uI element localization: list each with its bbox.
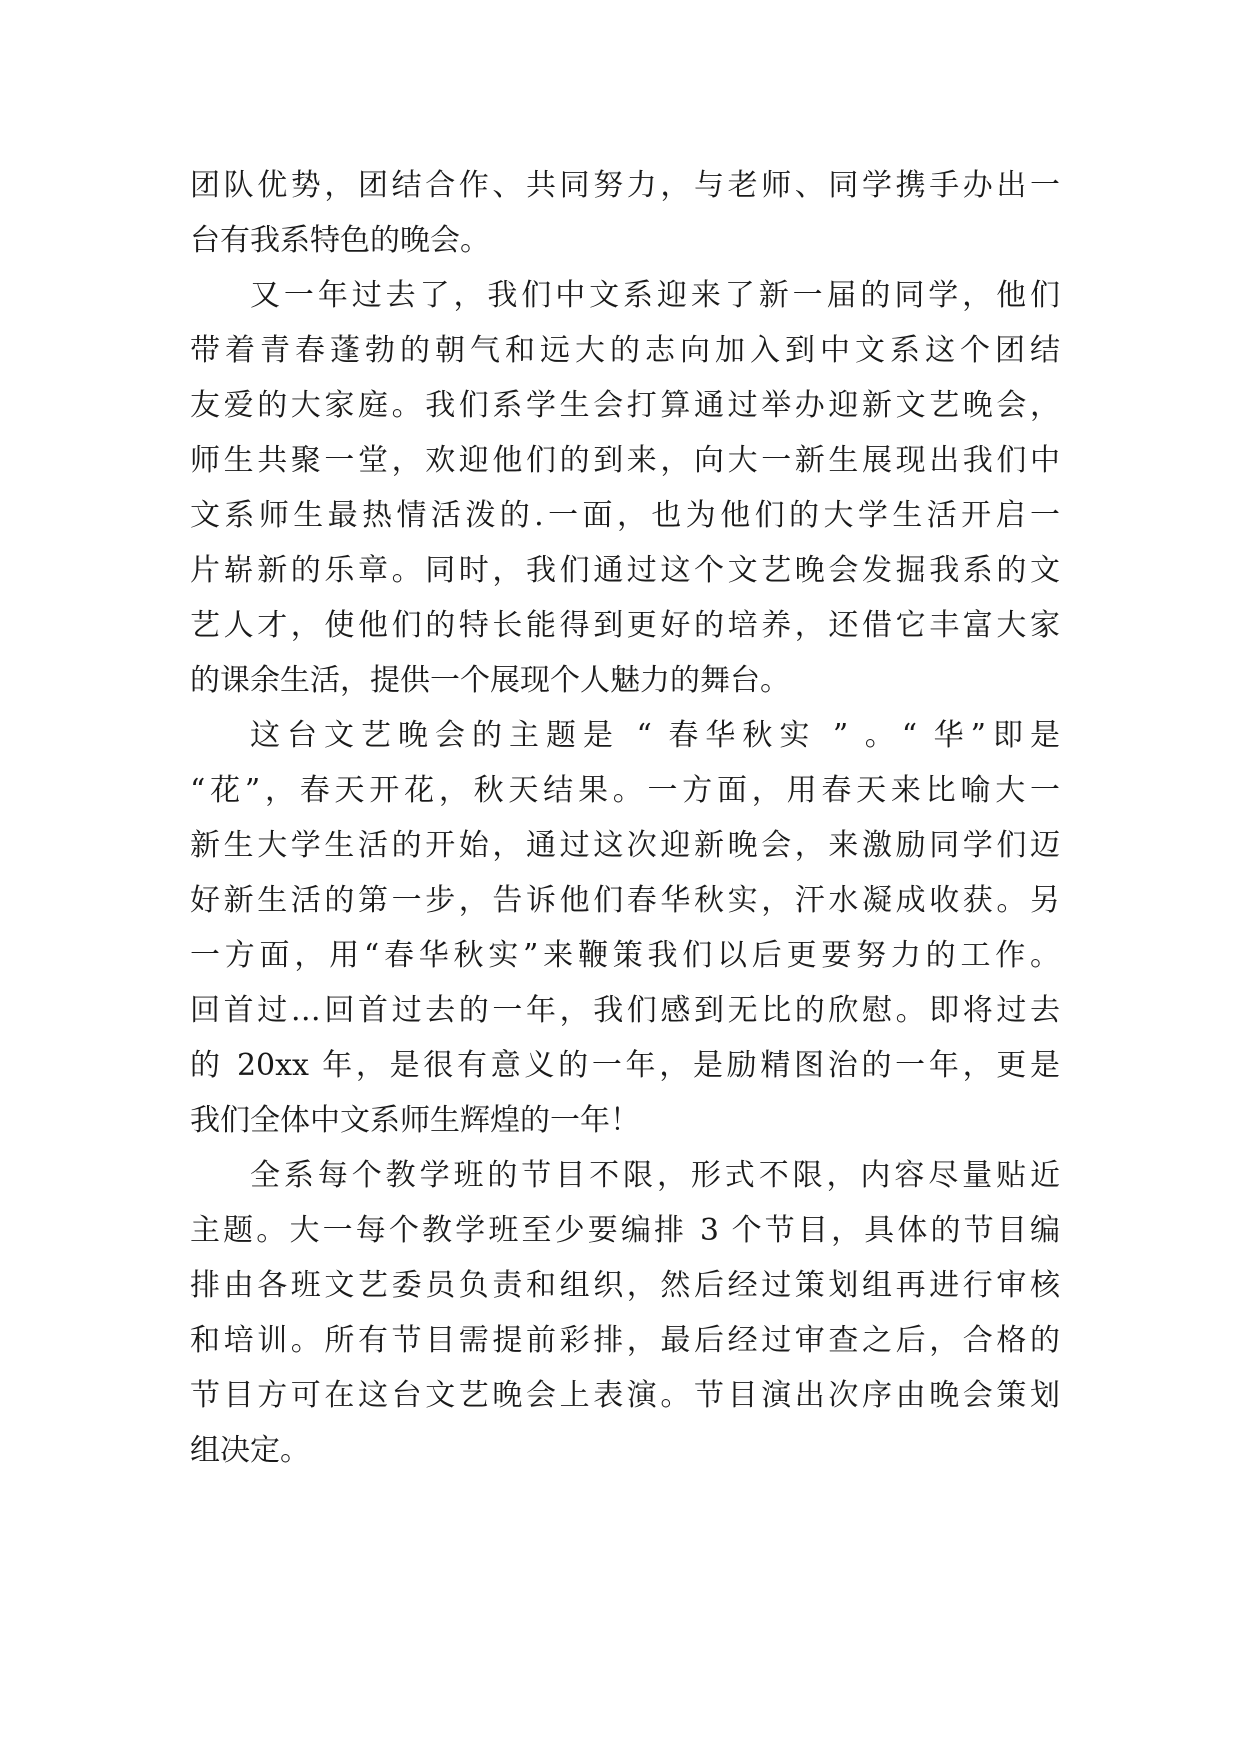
text-line: 新生大学生活的开始，通过这次迎新晚会，来激励同学们迈 (190, 828, 1060, 863)
text-line: 文系师生最热情活泼的.一面，也为他们的大学生活开启一 (190, 498, 1060, 533)
paragraph-start-line: 又一年过去了，我们中文系迎来了新一届的同学，他们 (250, 278, 1060, 313)
text-line: “花”，春天开花，秋天结果。一方面，用春天来比喻大一 (190, 773, 1060, 808)
text-line: 一方面，用“春华秋实”来鞭策我们以后更要努力的工作。 (190, 938, 1060, 973)
text-line: 片崭新的乐章。同时，我们通过这个文艺晚会发掘我系的文 (190, 553, 1060, 588)
paragraph-start-line: 这台文艺晚会的主题是 “ 春华秋实 ” 。“ 华”即是 (250, 718, 1060, 753)
text-line: 台有我系特色的晚会。 (190, 223, 490, 258)
text-line: 艺人才，使他们的特长能得到更好的培养，还借它丰富大家 (190, 608, 1060, 643)
text-line: 节目方可在这台文艺晚会上表演。节目演出次序由晚会策划 (190, 1378, 1060, 1413)
text-line: 我们全体中文系师生辉煌的一年！ (190, 1103, 640, 1138)
text-line: 团队优势，团结合作、共同努力，与老师、同学携手办出一 (190, 168, 1060, 203)
text-line: 组决定。 (190, 1433, 310, 1468)
text-line: 回首过…回首过去的一年，我们感到无比的欣慰。即将过去 (190, 993, 1060, 1028)
text-line: 友爱的大家庭。我们系学生会打算通过举办迎新文艺晚会， (190, 388, 1060, 423)
paragraph-start-line: 全系每个教学班的节目不限，形式不限，内容尽量贴近 (250, 1158, 1060, 1193)
text-line: 的课余生活，提供一个展现个人魅力的舞台。 (190, 663, 790, 698)
text-line: 排由各班文艺委员负责和组织，然后经过策划组再进行审核 (190, 1268, 1060, 1303)
text-line: 带着青春蓬勃的朝气和远大的志向加入到中文系这个团结 (190, 333, 1060, 368)
text-line: 主题。大一每个教学班至少要编排 3 个节目，具体的节目编 (190, 1213, 1060, 1248)
text-line: 师生共聚一堂，欢迎他们的到来，向大一新生展现出我们中 (190, 443, 1060, 478)
text-line: 好新生活的第一步，告诉他们春华秋实，汗水凝成收获。另 (190, 883, 1060, 918)
document-body (190, 158, 1060, 1478)
text-line: 和培训。所有节目需提前彩排，最后经过审查之后，合格的 (190, 1323, 1060, 1358)
text-line: 的 20xx 年，是很有意义的一年，是励精图治的一年，更是 (190, 1048, 1060, 1083)
